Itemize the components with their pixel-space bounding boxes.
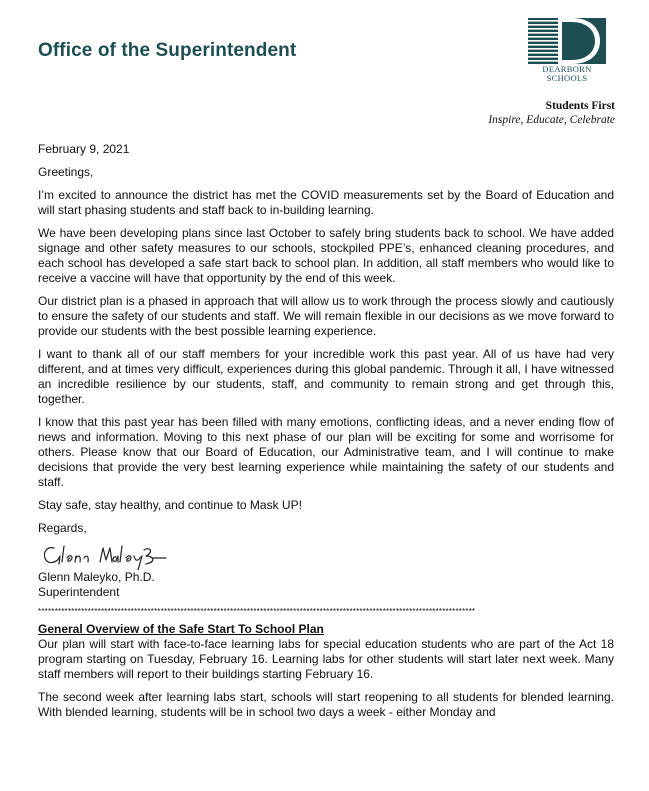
overview-paragraph: Our plan will start with face-to-face learning labs for special education students who are part of the Act 18 program starting on Tuesday, February 16. Learning labs for other students will start later next week. Many staff members will report to their buildings starting February 16.	[38, 637, 614, 681]
signer-name: Glenn Maleyko, Ph.D.	[38, 570, 155, 584]
letter-paragraph: I’m excited to announce the district has met the COVID measurements set by the Board of Education and will start phasing students and staff back to in-building learning.	[38, 188, 614, 217]
signature-icon	[40, 540, 170, 570]
handwritten-signature	[40, 540, 614, 570]
motto-tagline: Inspire, Educate, Celebrate	[488, 114, 615, 126]
dearborn-d-logo-icon	[528, 18, 606, 96]
overview-paragraph: The second week after learning labs start, schools will start reopening to all students for blended learning. With blended learning, students will be in school two days a week - either Monday and	[38, 690, 614, 719]
signer-title: Superintendent	[38, 585, 120, 599]
letter-greeting: Greetings,	[38, 165, 94, 179]
letter-paragraph: We have been developing plans since last October to safely bring students back to school. We have added signage and other safety measures to our schools, stockpiled PPE’s, enhanced cleaning procedures, and each school has developed a safe start back to school plan. In addition, all staff members who would like to receive a vaccine will have that opportunity by the end of this week.	[38, 226, 614, 285]
closing-line: Stay safe, stay healthy, and continue to Mask UP!	[38, 498, 302, 512]
page-title: Office of the Superintendent	[38, 40, 297, 61]
overview-heading: General Overview of the Safe Start To School Plan	[38, 622, 324, 636]
signature-block	[38, 570, 614, 600]
letter-paragraph: Our district plan is a phased in approach that will allow us to work through the process slowly and cautiously to ensure the safety of our students and staff. We will remain flexible in our decisions as we move forward to provide our students with the best possible learning experience.	[38, 294, 614, 338]
letter-paragraph: I know that this past year has been filled with many emotions, conflicting ideas, and a never ending flow of news and information. Moving to this next phase of our plan will be exciting for some and worrisome for others. Please know that our Board of Education, our Administrative team, and I will continue to make decisions that provide the very best learning experience while maintaining the safety of our students and staff.	[38, 415, 614, 489]
district-logo	[528, 18, 606, 96]
motto-primary: Students First	[545, 100, 615, 112]
section-divider: ************************************************************************************************************************************	[38, 608, 476, 616]
logo-wordmark	[528, 65, 606, 82]
logo-line-2: SCHOOLS	[546, 72, 588, 83]
motto-block	[488, 99, 615, 127]
letter-body	[38, 142, 614, 728]
letter-date: February 9, 2021	[38, 142, 130, 156]
letter-paragraph: I want to thank all of our staff members for your incredible work this past year. All of us have had very different, and at times very difficult, experiences during this global pandemic. Through it all, I have witnessed an incredible resilience by our students, staff, and community to remain strong and get through this, together.	[38, 347, 614, 406]
logo-line-1: DEARBORN	[542, 64, 592, 74]
regards: Regards,	[38, 521, 87, 535]
